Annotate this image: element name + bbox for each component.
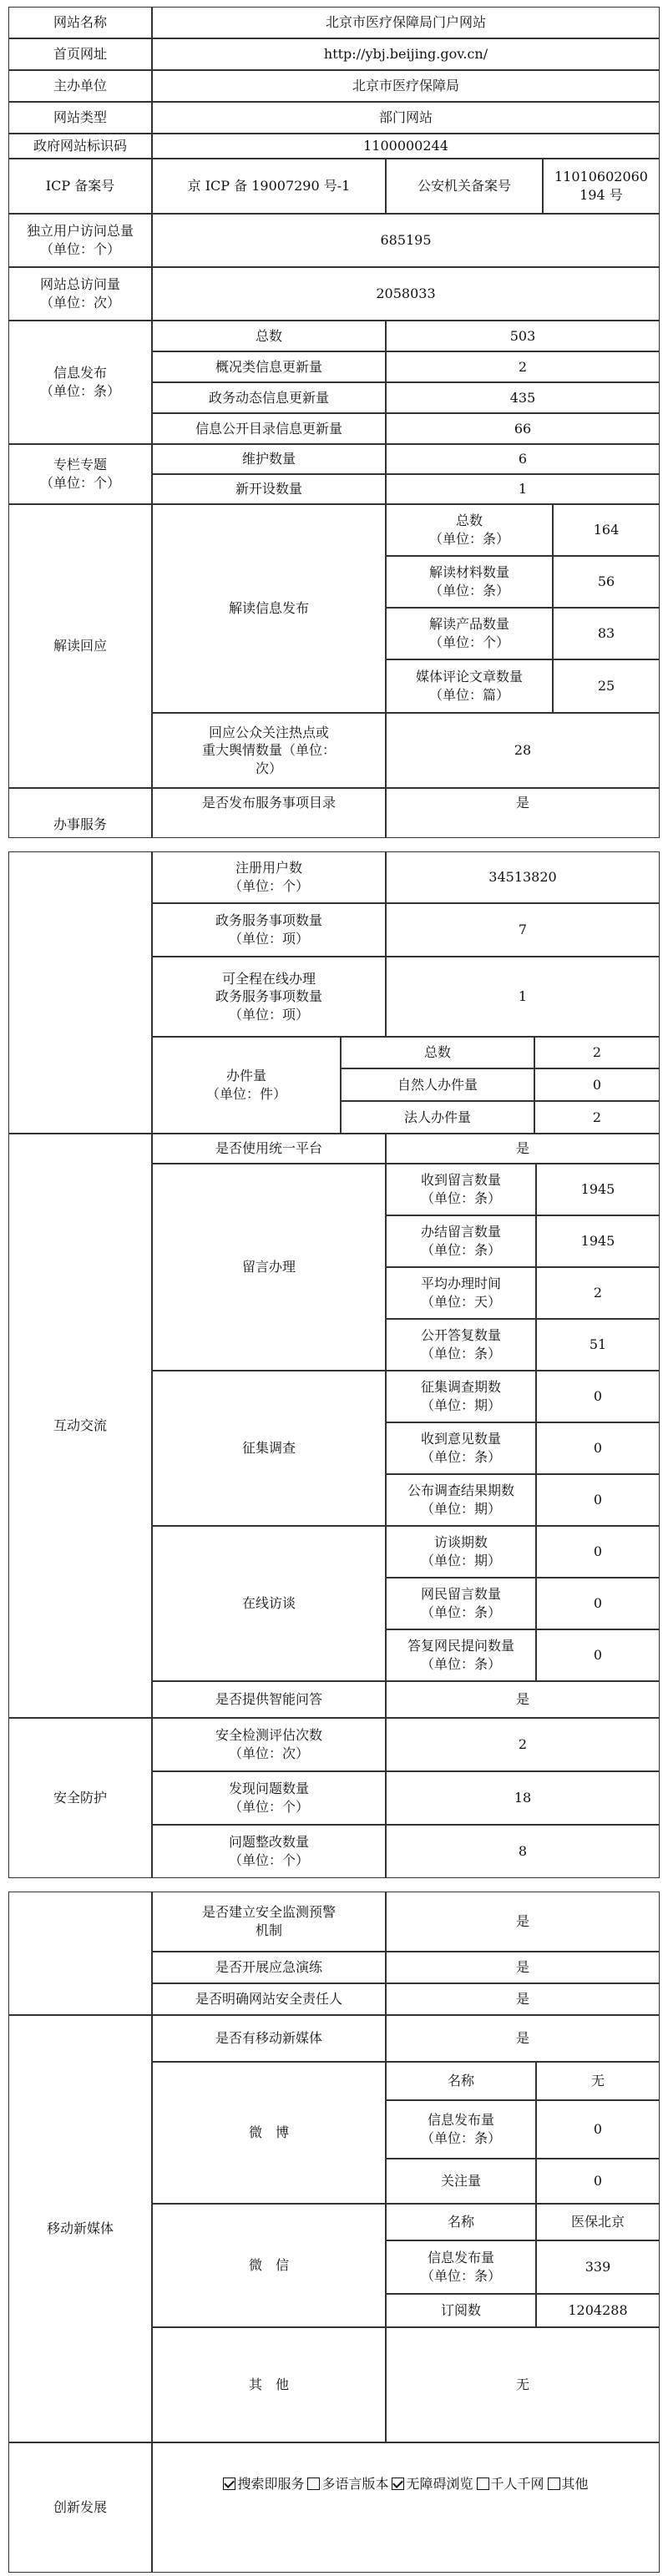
- site-type-label: 网站类型: [8, 102, 152, 134]
- msg-done-label: 办结留言数量 （单位：条）: [386, 1215, 536, 1267]
- security-group-label: 安全防护: [8, 1718, 152, 1878]
- interpret-material-label: 解读材料数量 （单位：条）: [386, 556, 553, 608]
- talk-answers-label: 答复网民提问数量 （单位：条）: [386, 1629, 536, 1681]
- msg-received-label: 收到留言数量 （单位：条）: [386, 1164, 536, 1215]
- icp-label: ICP 备案号: [8, 159, 152, 214]
- checkbox-icon[interactable]: [223, 2478, 235, 2490]
- publish-overview-value: 2: [386, 351, 660, 382]
- security-drill-value: 是: [386, 1952, 660, 1983]
- service-handled-legal-value: 2: [534, 1101, 660, 1134]
- interpret-total-label: 总数 （单位：条）: [386, 504, 553, 556]
- wechat-label: 微 信: [152, 2204, 386, 2327]
- interpret-response-label: 回应公众关注热点或 重大舆情数量（单位： 次）: [152, 713, 386, 788]
- weibo-label: 微 博: [152, 2062, 386, 2204]
- service-items-value: 7: [386, 903, 660, 957]
- weibo-name-value: 无: [536, 2062, 660, 2100]
- wechat-posts-label: 信息发布量 （单位：条）: [386, 2240, 536, 2294]
- checkbox-icon[interactable]: [477, 2478, 489, 2490]
- publish-catalog-label: 信息公开目录信息更新量: [152, 413, 386, 444]
- wechat-subscribers-label: 订阅数: [386, 2294, 536, 2327]
- msg-done-value: 1945: [536, 1215, 660, 1267]
- interpret-media-label: 媒体评论文章数量 （单位：篇）: [386, 659, 553, 713]
- innovation-options: [152, 2442, 660, 2573]
- talk-answers-value: 0: [536, 1629, 660, 1681]
- checkbox-icon[interactable]: [392, 2478, 404, 2490]
- survey-opinions-value: 0: [536, 1422, 660, 1474]
- site-org-value: 北京市医疗保障局: [152, 70, 660, 102]
- msg-public-label: 公开答复数量 （单位：条）: [386, 1319, 536, 1371]
- site-org-label: 主办单位: [8, 70, 152, 102]
- msg-received-value: 1945: [536, 1164, 660, 1215]
- service-group-label: 办事服务: [8, 788, 152, 838]
- publish-news-label: 政务动态信息更新量: [152, 382, 386, 413]
- police-record-label: 公安机关备案号: [386, 159, 543, 214]
- publish-total-value: 503: [386, 321, 660, 351]
- service-catalog-value: 是: [386, 788, 660, 838]
- talk-messages-value: 0: [536, 1578, 660, 1629]
- page-views-value: 2058033: [152, 267, 660, 321]
- wechat-name-label: 名称: [386, 2204, 536, 2240]
- talk-messages-label: 网民留言数量 （单位：条）: [386, 1578, 536, 1629]
- interpret-group-label: 解读回应: [8, 504, 152, 788]
- checkbox-icon[interactable]: [548, 2478, 560, 2490]
- survey-periods-label: 征集调查期数 （单位：期）: [386, 1371, 536, 1422]
- security-owner-value: 是: [386, 1983, 660, 2015]
- survey-opinions-label: 收到意见数量 （单位：条）: [386, 1422, 536, 1474]
- interact-message-label: 留言办理: [152, 1164, 386, 1371]
- publish-overview-label: 概况类信息更新量: [152, 351, 386, 382]
- service-users-label: 注册用户数 （单位：个）: [152, 851, 386, 903]
- topics-new-value: 1: [386, 474, 660, 504]
- wechat-subscribers-value: 1204288: [536, 2294, 660, 2327]
- page-views-label: 网站总访问量 （单位：次）: [8, 267, 152, 321]
- topics-maintain-value: 6: [386, 444, 660, 474]
- interpret-total-value: 164: [553, 504, 660, 556]
- site-url-label: 首页网址: [8, 38, 152, 70]
- interact-survey-label: 征集调查: [152, 1371, 386, 1526]
- weibo-posts-label: 信息发布量 （单位：条）: [386, 2100, 536, 2159]
- security-fixed-value: 8: [386, 1825, 660, 1878]
- interpret-material-value: 56: [553, 556, 660, 608]
- innovation-group-label: 创新发展: [8, 2442, 152, 2573]
- survey-periods-value: 0: [536, 1371, 660, 1422]
- topics-group-label: 专栏专题 （单位：个）: [8, 444, 152, 504]
- service-online-value: 1: [386, 957, 660, 1037]
- media-has-value: 是: [386, 2015, 660, 2062]
- innovation-option[interactable]: 千人千网: [477, 2475, 544, 2493]
- survey-results-value: 0: [536, 1474, 660, 1526]
- weibo-name-label: 名称: [386, 2062, 536, 2100]
- media-other-label: 其 他: [152, 2327, 386, 2442]
- innovation-option[interactable]: 无障碍浏览: [392, 2475, 473, 2493]
- interact-group-label: 互动交流: [8, 1134, 152, 1718]
- security-monitor-value: 是: [386, 1892, 660, 1952]
- checkbox-icon[interactable]: [307, 2478, 320, 2490]
- interact-platform-value: 是: [386, 1134, 660, 1164]
- site-code-label: 政府网站标识码: [8, 134, 152, 159]
- service-handled-total-value: 2: [534, 1037, 660, 1068]
- interact-qa-value: 是: [386, 1681, 660, 1718]
- service-items-label: 政务服务事项数量 （单位：项）: [152, 903, 386, 957]
- publish-catalog-value: 66: [386, 413, 660, 444]
- site-report-table: [8, 0, 660, 2576]
- site-url-value: http://ybj.beijing.gov.cn/: [152, 38, 660, 70]
- innovation-option[interactable]: 其他: [548, 2475, 589, 2493]
- service-group-continued: [8, 851, 152, 1134]
- interpret-product-label: 解读产品数量 （单位：个）: [386, 608, 553, 659]
- msg-avg-time-label: 平均办理时间 （单位：天）: [386, 1267, 536, 1319]
- unique-visitors-label: 独立用户访问总量 （单位：个）: [8, 214, 152, 267]
- site-code-value: 1100000244: [152, 134, 660, 159]
- service-online-label: 可全程在线办理 政务服务事项数量 （单位：项）: [152, 957, 386, 1037]
- topics-new-label: 新开设数量: [152, 474, 386, 504]
- security-owner-label: 是否明确网站安全责任人: [152, 1983, 386, 2015]
- talk-periods-value: 0: [536, 1526, 660, 1578]
- publish-group-label: 信息发布 （单位：条）: [8, 321, 152, 444]
- unique-visitors-value: 685195: [152, 214, 660, 267]
- site-name-label: 网站名称: [8, 7, 152, 38]
- security-drill-label: 是否开展应急演练: [152, 1952, 386, 1983]
- security-fixed-label: 问题整改数量 （单位：个）: [152, 1825, 386, 1878]
- service-handled-person-label: 自然人办件量: [341, 1068, 534, 1101]
- publish-news-value: 435: [386, 382, 660, 413]
- service-handled-total-label: 总数: [341, 1037, 534, 1068]
- security-checks-label: 安全检测评估次数 （单位：次）: [152, 1718, 386, 1771]
- msg-public-value: 51: [536, 1319, 660, 1371]
- weibo-followers-label: 关注量: [386, 2159, 536, 2204]
- innovation-option[interactable]: 搜索即服务: [223, 2475, 304, 2493]
- topics-maintain-label: 维护数量: [152, 444, 386, 474]
- security-issues-value: 18: [386, 1771, 660, 1825]
- service-handled-label: 办件量 （单位：件）: [152, 1037, 341, 1134]
- publish-total-label: 总数: [152, 321, 386, 351]
- security-group-continued: [8, 1892, 152, 2015]
- interact-platform-label: 是否使用统一平台: [152, 1134, 386, 1164]
- msg-avg-time-value: 2: [536, 1267, 660, 1319]
- media-group-label: 移动新媒体: [8, 2015, 152, 2442]
- wechat-posts-value: 339: [536, 2240, 660, 2294]
- service-handled-person-value: 0: [534, 1068, 660, 1101]
- interpret-product-value: 83: [553, 608, 660, 659]
- security-monitor-label: 是否建立安全监测预警 机制: [152, 1892, 386, 1952]
- service-catalog-label: 是否发布服务事项目录: [152, 788, 386, 838]
- interpret-publish-label: 解读信息发布: [152, 504, 386, 713]
- media-other-value: 无: [386, 2327, 660, 2442]
- security-checks-value: 2: [386, 1718, 660, 1771]
- police-record-value: 11010602060 194 号: [543, 159, 660, 214]
- interpret-media-value: 25: [553, 659, 660, 713]
- interact-qa-label: 是否提供智能问答: [152, 1681, 386, 1718]
- wechat-name-value: 医保北京: [536, 2204, 660, 2240]
- service-users-value: 34513820: [386, 851, 660, 903]
- survey-results-label: 公布调查结果期数 （单位：期）: [386, 1474, 536, 1526]
- weibo-followers-value: 0: [536, 2159, 660, 2204]
- site-type-value: 部门网站: [152, 102, 660, 134]
- interact-talk-label: 在线访谈: [152, 1526, 386, 1681]
- site-name-value: 北京市医疗保障局门户网站: [152, 7, 660, 38]
- media-has-label: 是否有移动新媒体: [152, 2015, 386, 2062]
- service-handled-legal-label: 法人办件量: [341, 1101, 534, 1134]
- innovation-option[interactable]: 多语言版本: [307, 2475, 388, 2493]
- security-issues-label: 发现问题数量 （单位：个）: [152, 1771, 386, 1825]
- icp-value: 京 ICP 备 19007290 号-1: [152, 159, 386, 214]
- talk-periods-label: 访谈期数 （单位：期）: [386, 1526, 536, 1578]
- weibo-posts-value: 0: [536, 2100, 660, 2159]
- interpret-response-value: 28: [386, 713, 660, 788]
